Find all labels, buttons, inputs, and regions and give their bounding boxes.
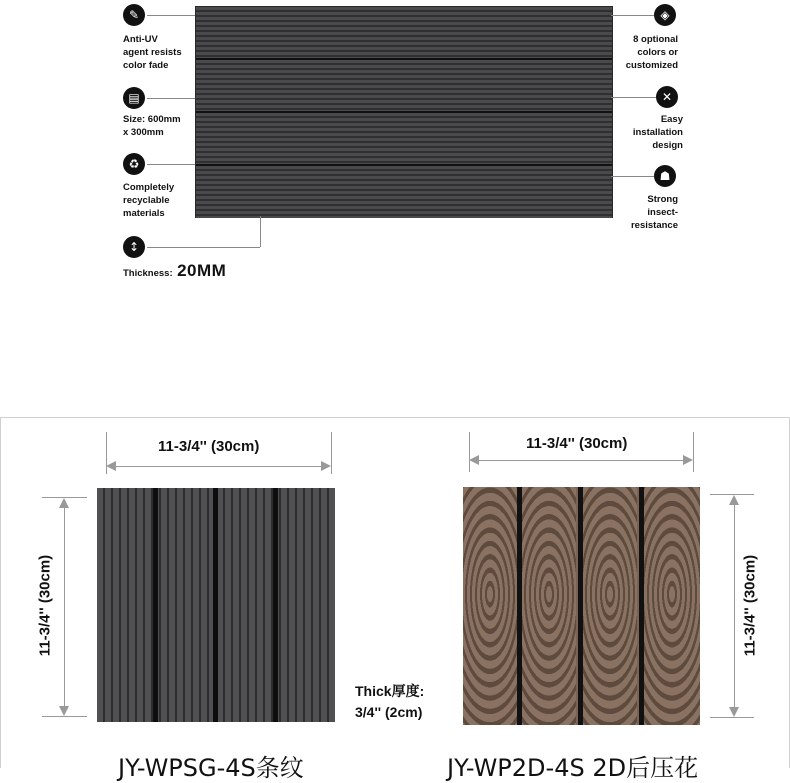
dimension-tick: [710, 717, 754, 718]
feature-recyclable: [123, 181, 174, 220]
callout-line: [147, 164, 195, 165]
dimension-tick: [331, 432, 332, 474]
arrow-down-icon: [729, 707, 739, 717]
dimension-line: [475, 460, 687, 461]
thickness-info: [355, 681, 424, 723]
arrow-left-icon: [106, 461, 116, 471]
feature-installation: [600, 113, 683, 152]
thick-value: 3/4'' (2cm): [355, 704, 423, 720]
tile-groove: [153, 488, 158, 722]
wood-plank: [583, 487, 637, 725]
recycle-icon: ♻: [123, 153, 145, 175]
callout-line: [260, 216, 261, 247]
feature-text: design: [652, 140, 683, 151]
arrow-right-icon: [321, 461, 331, 471]
feature-text: Size: 600mm: [123, 114, 181, 125]
dimension-tick: [469, 432, 470, 472]
feature-text: color fade: [123, 60, 169, 71]
callout-line: [611, 176, 654, 177]
dimension-tick: [693, 432, 694, 472]
thickness-icon: ↕: [123, 236, 145, 258]
feature-text: recyclable: [123, 195, 170, 206]
ruler-icon: ▤: [123, 87, 145, 109]
feature-text: insect-: [647, 207, 678, 218]
feature-insect-resistance: [600, 193, 678, 232]
wood-embossed-tile-image: [463, 487, 700, 725]
wood-plank: [644, 487, 700, 725]
board-strip: [196, 60, 612, 112]
feature-text: colors or: [637, 47, 678, 58]
left-tile-height-label: 11-3/4'' (30cm): [36, 554, 54, 657]
arrow-right-icon: [683, 455, 693, 465]
board-strip: [196, 113, 612, 165]
deck-tile-board-image: [195, 6, 613, 218]
callout-line: [611, 15, 654, 16]
feature-text: resistance: [630, 220, 678, 231]
thickness-value: 20MM: [177, 261, 227, 280]
board-strip: [196, 7, 612, 59]
thick-label: Thick厚度:: [355, 683, 425, 699]
callout-line: [147, 15, 195, 16]
feature-anti-uv: [123, 33, 182, 72]
feature-text: Anti-UV: [123, 34, 158, 45]
dimension-line: [64, 505, 65, 709]
feature-text: installation: [632, 127, 683, 138]
arrow-down-icon: [59, 706, 69, 716]
right-tile-height-label: 11-3/4'' (30cm): [741, 554, 759, 657]
dimension-line: [734, 502, 735, 710]
left-tile-model-name: JY-WPSG-4S条纹: [118, 754, 304, 782]
tile-groove: [213, 488, 218, 722]
thickness-label: Thickness:: [123, 268, 173, 279]
thickness-row: [123, 261, 226, 281]
callout-line: [611, 97, 656, 98]
bug-icon: ☗: [654, 165, 676, 187]
palette-icon: ◈: [654, 4, 676, 26]
arrow-up-icon: [59, 498, 69, 508]
feature-text: Easy: [660, 114, 683, 125]
arrow-left-icon: [469, 455, 479, 465]
feature-size: [123, 113, 181, 139]
board-strip: [196, 166, 612, 218]
right-tile-width-label: 11-3/4'' (30cm): [526, 435, 628, 452]
feature-colors: [600, 33, 678, 72]
feature-text: Completely: [123, 182, 175, 193]
callout-line: [147, 98, 195, 99]
dimension-tick: [42, 716, 87, 717]
left-tile-width-label: 11-3/4'' (30cm): [158, 438, 260, 455]
feature-text: 8 optional: [633, 34, 678, 45]
feature-text: customized: [625, 60, 678, 71]
callout-line: [147, 247, 260, 248]
tile-groove: [273, 488, 278, 722]
feature-text: materials: [123, 208, 165, 219]
feature-text: x 300mm: [123, 127, 164, 138]
shield-uv-icon: ✎: [123, 4, 145, 26]
arrow-up-icon: [729, 495, 739, 505]
tools-icon: ✕: [656, 86, 678, 108]
wood-plank: [463, 487, 517, 725]
feature-text: Strong: [647, 194, 678, 205]
wood-plank: [522, 487, 576, 725]
grey-striped-tile-image: [97, 488, 335, 722]
right-tile-model-name: JY-WP2D-4S 2D后压花: [447, 754, 699, 782]
dimension-line: [112, 466, 325, 467]
feature-text: agent resists: [123, 47, 182, 58]
